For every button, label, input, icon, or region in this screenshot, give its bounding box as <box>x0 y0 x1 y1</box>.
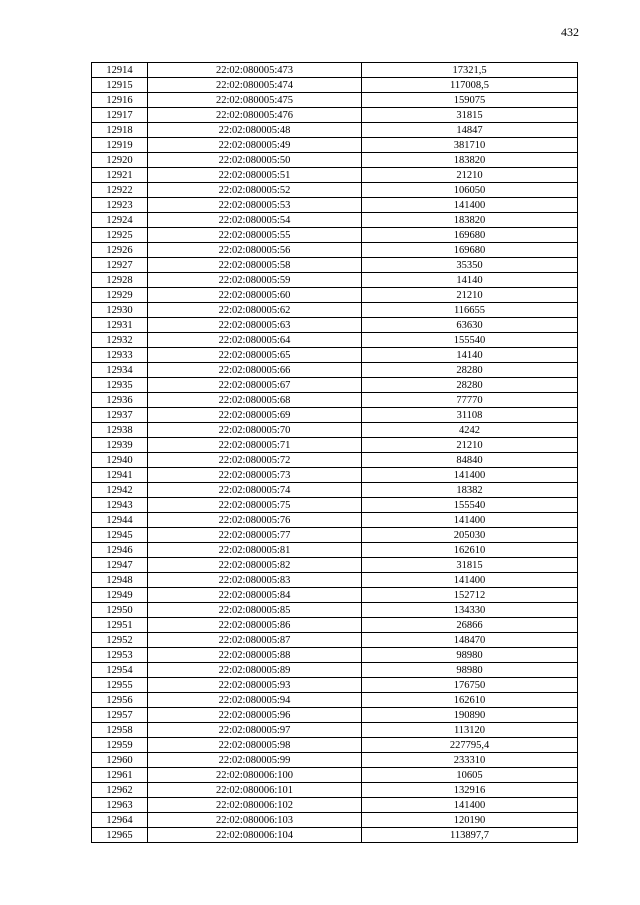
table-row <box>92 93 578 108</box>
row-number-cell: 12962 <box>92 783 148 798</box>
row-number-cell: 12926 <box>92 243 148 258</box>
row-number-cell: 12963 <box>92 798 148 813</box>
value-cell: 98980 <box>362 663 578 678</box>
value-cell: 169680 <box>362 243 578 258</box>
value-cell: 113120 <box>362 723 578 738</box>
value-cell: 17321,5 <box>362 63 578 78</box>
table-row <box>92 273 578 288</box>
value-cell: 21210 <box>362 288 578 303</box>
table-row <box>92 618 578 633</box>
table-row <box>92 438 578 453</box>
table-row <box>92 498 578 513</box>
row-number-cell: 12929 <box>92 288 148 303</box>
table-row <box>92 693 578 708</box>
table-row <box>92 753 578 768</box>
cadastral-number-cell: 22:02:080005:98 <box>148 738 362 753</box>
value-cell: 141400 <box>362 798 578 813</box>
value-cell: 31815 <box>362 108 578 123</box>
row-number-cell: 12943 <box>92 498 148 513</box>
row-number-cell: 12935 <box>92 378 148 393</box>
value-cell: 116655 <box>362 303 578 318</box>
value-cell: 162610 <box>362 693 578 708</box>
table-row <box>92 468 578 483</box>
row-number-cell: 12946 <box>92 543 148 558</box>
registry-table <box>91 62 578 843</box>
table-row <box>92 258 578 273</box>
row-number-cell: 12937 <box>92 408 148 423</box>
table-row <box>92 783 578 798</box>
row-number-cell: 12934 <box>92 363 148 378</box>
cadastral-number-cell: 22:02:080005:475 <box>148 93 362 108</box>
table-row <box>92 333 578 348</box>
page-number: 432 <box>561 25 579 39</box>
cadastral-number-cell: 22:02:080005:81 <box>148 543 362 558</box>
table-row <box>92 453 578 468</box>
cadastral-number-cell: 22:02:080005:99 <box>148 753 362 768</box>
value-cell: 117008,5 <box>362 78 578 93</box>
row-number-cell: 12924 <box>92 213 148 228</box>
value-cell: 35350 <box>362 258 578 273</box>
row-number-cell: 12965 <box>92 828 148 843</box>
value-cell: 183820 <box>362 213 578 228</box>
cadastral-number-cell: 22:02:080005:52 <box>148 183 362 198</box>
cadastral-number-cell: 22:02:080005:89 <box>148 663 362 678</box>
cadastral-number-cell: 22:02:080005:88 <box>148 648 362 663</box>
table-row <box>92 768 578 783</box>
row-number-cell: 12947 <box>92 558 148 573</box>
cadastral-number-cell: 22:02:080005:51 <box>148 168 362 183</box>
row-number-cell: 12948 <box>92 573 148 588</box>
value-cell: 132916 <box>362 783 578 798</box>
value-cell: 77770 <box>362 393 578 408</box>
cadastral-number-cell: 22:02:080006:103 <box>148 813 362 828</box>
cadastral-number-cell: 22:02:080005:83 <box>148 573 362 588</box>
value-cell: 141400 <box>362 513 578 528</box>
cadastral-number-cell: 22:02:080005:70 <box>148 423 362 438</box>
cadastral-number-cell: 22:02:080005:55 <box>148 228 362 243</box>
row-number-cell: 12928 <box>92 273 148 288</box>
table-row <box>92 348 578 363</box>
row-number-cell: 12930 <box>92 303 148 318</box>
value-cell: 28280 <box>362 378 578 393</box>
table-row <box>92 633 578 648</box>
value-cell: 21210 <box>362 438 578 453</box>
value-cell: 10605 <box>362 768 578 783</box>
row-number-cell: 12940 <box>92 453 148 468</box>
row-number-cell: 12959 <box>92 738 148 753</box>
table-row <box>92 378 578 393</box>
cadastral-number-cell: 22:02:080005:473 <box>148 63 362 78</box>
value-cell: 28280 <box>362 363 578 378</box>
cadastral-number-cell: 22:02:080005:67 <box>148 378 362 393</box>
table-row <box>92 183 578 198</box>
table-row <box>92 303 578 318</box>
cadastral-number-cell: 22:02:080005:85 <box>148 603 362 618</box>
table-row <box>92 663 578 678</box>
value-cell: 14140 <box>362 273 578 288</box>
value-cell: 106050 <box>362 183 578 198</box>
table-row <box>92 723 578 738</box>
cadastral-number-cell: 22:02:080005:87 <box>148 633 362 648</box>
table-row <box>92 123 578 138</box>
table-row <box>92 798 578 813</box>
cadastral-number-cell: 22:02:080005:76 <box>148 513 362 528</box>
value-cell: 63630 <box>362 318 578 333</box>
value-cell: 190890 <box>362 708 578 723</box>
cadastral-number-cell: 22:02:080005:65 <box>148 348 362 363</box>
row-number-cell: 12952 <box>92 633 148 648</box>
cadastral-number-cell: 22:02:080005:86 <box>148 618 362 633</box>
cadastral-number-cell: 22:02:080005:54 <box>148 213 362 228</box>
value-cell: 4242 <box>362 423 578 438</box>
row-number-cell: 12919 <box>92 138 148 153</box>
row-number-cell: 12920 <box>92 153 148 168</box>
value-cell: 148470 <box>362 633 578 648</box>
cadastral-number-cell: 22:02:080005:53 <box>148 198 362 213</box>
cadastral-number-cell: 22:02:080006:102 <box>148 798 362 813</box>
cadastral-number-cell: 22:02:080005:66 <box>148 363 362 378</box>
row-number-cell: 12954 <box>92 663 148 678</box>
row-number-cell: 12916 <box>92 93 148 108</box>
row-number-cell: 12941 <box>92 468 148 483</box>
row-number-cell: 12950 <box>92 603 148 618</box>
table-row <box>92 288 578 303</box>
table-row <box>92 558 578 573</box>
value-cell: 176750 <box>362 678 578 693</box>
table-row <box>92 513 578 528</box>
cadastral-number-cell: 22:02:080005:73 <box>148 468 362 483</box>
cadastral-number-cell: 22:02:080005:93 <box>148 678 362 693</box>
value-cell: 155540 <box>362 498 578 513</box>
cadastral-number-cell: 22:02:080005:60 <box>148 288 362 303</box>
table-row <box>92 648 578 663</box>
cadastral-number-cell: 22:02:080005:476 <box>148 108 362 123</box>
row-number-cell: 12964 <box>92 813 148 828</box>
cadastral-number-cell: 22:02:080005:69 <box>148 408 362 423</box>
cadastral-number-cell: 22:02:080005:75 <box>148 498 362 513</box>
row-number-cell: 12951 <box>92 618 148 633</box>
row-number-cell: 12945 <box>92 528 148 543</box>
table-row <box>92 678 578 693</box>
cadastral-number-cell: 22:02:080005:96 <box>148 708 362 723</box>
row-number-cell: 12960 <box>92 753 148 768</box>
cadastral-number-cell: 22:02:080006:100 <box>148 768 362 783</box>
cadastral-number-cell: 22:02:080005:71 <box>148 438 362 453</box>
value-cell: 31108 <box>362 408 578 423</box>
table-row <box>92 198 578 213</box>
value-cell: 159075 <box>362 93 578 108</box>
value-cell: 31815 <box>362 558 578 573</box>
value-cell: 162610 <box>362 543 578 558</box>
value-cell: 183820 <box>362 153 578 168</box>
value-cell: 84840 <box>362 453 578 468</box>
value-cell: 26866 <box>362 618 578 633</box>
cadastral-number-cell: 22:02:080005:94 <box>148 693 362 708</box>
cadastral-number-cell: 22:02:080006:101 <box>148 783 362 798</box>
cadastral-number-cell: 22:02:080005:74 <box>148 483 362 498</box>
table-row <box>92 603 578 618</box>
table-row <box>92 228 578 243</box>
row-number-cell: 12957 <box>92 708 148 723</box>
table-row <box>92 738 578 753</box>
value-cell: 155540 <box>362 333 578 348</box>
row-number-cell: 12961 <box>92 768 148 783</box>
table-row <box>92 573 578 588</box>
row-number-cell: 12958 <box>92 723 148 738</box>
cadastral-number-cell: 22:02:080005:59 <box>148 273 362 288</box>
table-row <box>92 168 578 183</box>
row-number-cell: 12915 <box>92 78 148 93</box>
cadastral-number-cell: 22:02:080005:77 <box>148 528 362 543</box>
table-row <box>92 528 578 543</box>
cadastral-number-cell: 22:02:080005:72 <box>148 453 362 468</box>
cadastral-number-cell: 22:02:080005:62 <box>148 303 362 318</box>
table-row <box>92 153 578 168</box>
registry-table-body <box>92 63 578 843</box>
row-number-cell: 12918 <box>92 123 148 138</box>
table-row <box>92 543 578 558</box>
row-number-cell: 12944 <box>92 513 148 528</box>
table-row <box>92 108 578 123</box>
row-number-cell: 12922 <box>92 183 148 198</box>
cadastral-number-cell: 22:02:080005:474 <box>148 78 362 93</box>
value-cell: 233310 <box>362 753 578 768</box>
value-cell: 152712 <box>362 588 578 603</box>
value-cell: 205030 <box>362 528 578 543</box>
table-row <box>92 393 578 408</box>
table-row <box>92 423 578 438</box>
value-cell: 14140 <box>362 348 578 363</box>
value-cell: 14847 <box>362 123 578 138</box>
table-row <box>92 213 578 228</box>
row-number-cell: 12925 <box>92 228 148 243</box>
table-row <box>92 363 578 378</box>
cadastral-number-cell: 22:02:080005:82 <box>148 558 362 573</box>
value-cell: 141400 <box>362 198 578 213</box>
row-number-cell: 12917 <box>92 108 148 123</box>
row-number-cell: 12933 <box>92 348 148 363</box>
value-cell: 227795,4 <box>362 738 578 753</box>
cadastral-number-cell: 22:02:080005:63 <box>148 318 362 333</box>
row-number-cell: 12955 <box>92 678 148 693</box>
row-number-cell: 12932 <box>92 333 148 348</box>
table-row <box>92 63 578 78</box>
value-cell: 169680 <box>362 228 578 243</box>
table-row <box>92 138 578 153</box>
table-row <box>92 243 578 258</box>
cadastral-number-cell: 22:02:080005:49 <box>148 138 362 153</box>
value-cell: 21210 <box>362 168 578 183</box>
row-number-cell: 12931 <box>92 318 148 333</box>
cadastral-number-cell: 22:02:080006:104 <box>148 828 362 843</box>
value-cell: 18382 <box>362 483 578 498</box>
table-row <box>92 408 578 423</box>
cadastral-number-cell: 22:02:080005:97 <box>148 723 362 738</box>
row-number-cell: 12914 <box>92 63 148 78</box>
row-number-cell: 12936 <box>92 393 148 408</box>
cadastral-number-cell: 22:02:080005:58 <box>148 258 362 273</box>
cadastral-number-cell: 22:02:080005:48 <box>148 123 362 138</box>
cadastral-number-cell: 22:02:080005:50 <box>148 153 362 168</box>
row-number-cell: 12921 <box>92 168 148 183</box>
value-cell: 120190 <box>362 813 578 828</box>
table-row <box>92 318 578 333</box>
table-row <box>92 588 578 603</box>
row-number-cell: 12942 <box>92 483 148 498</box>
value-cell: 141400 <box>362 573 578 588</box>
value-cell: 113897,7 <box>362 828 578 843</box>
table-row <box>92 78 578 93</box>
cadastral-number-cell: 22:02:080005:68 <box>148 393 362 408</box>
table-row <box>92 483 578 498</box>
row-number-cell: 12953 <box>92 648 148 663</box>
table-row <box>92 708 578 723</box>
table-row <box>92 813 578 828</box>
row-number-cell: 12956 <box>92 693 148 708</box>
row-number-cell: 12938 <box>92 423 148 438</box>
row-number-cell: 12923 <box>92 198 148 213</box>
cadastral-number-cell: 22:02:080005:56 <box>148 243 362 258</box>
row-number-cell: 12939 <box>92 438 148 453</box>
value-cell: 381710 <box>362 138 578 153</box>
value-cell: 141400 <box>362 468 578 483</box>
value-cell: 98980 <box>362 648 578 663</box>
row-number-cell: 12949 <box>92 588 148 603</box>
table-row <box>92 828 578 843</box>
row-number-cell: 12927 <box>92 258 148 273</box>
cadastral-number-cell: 22:02:080005:84 <box>148 588 362 603</box>
cadastral-number-cell: 22:02:080005:64 <box>148 333 362 348</box>
value-cell: 134330 <box>362 603 578 618</box>
